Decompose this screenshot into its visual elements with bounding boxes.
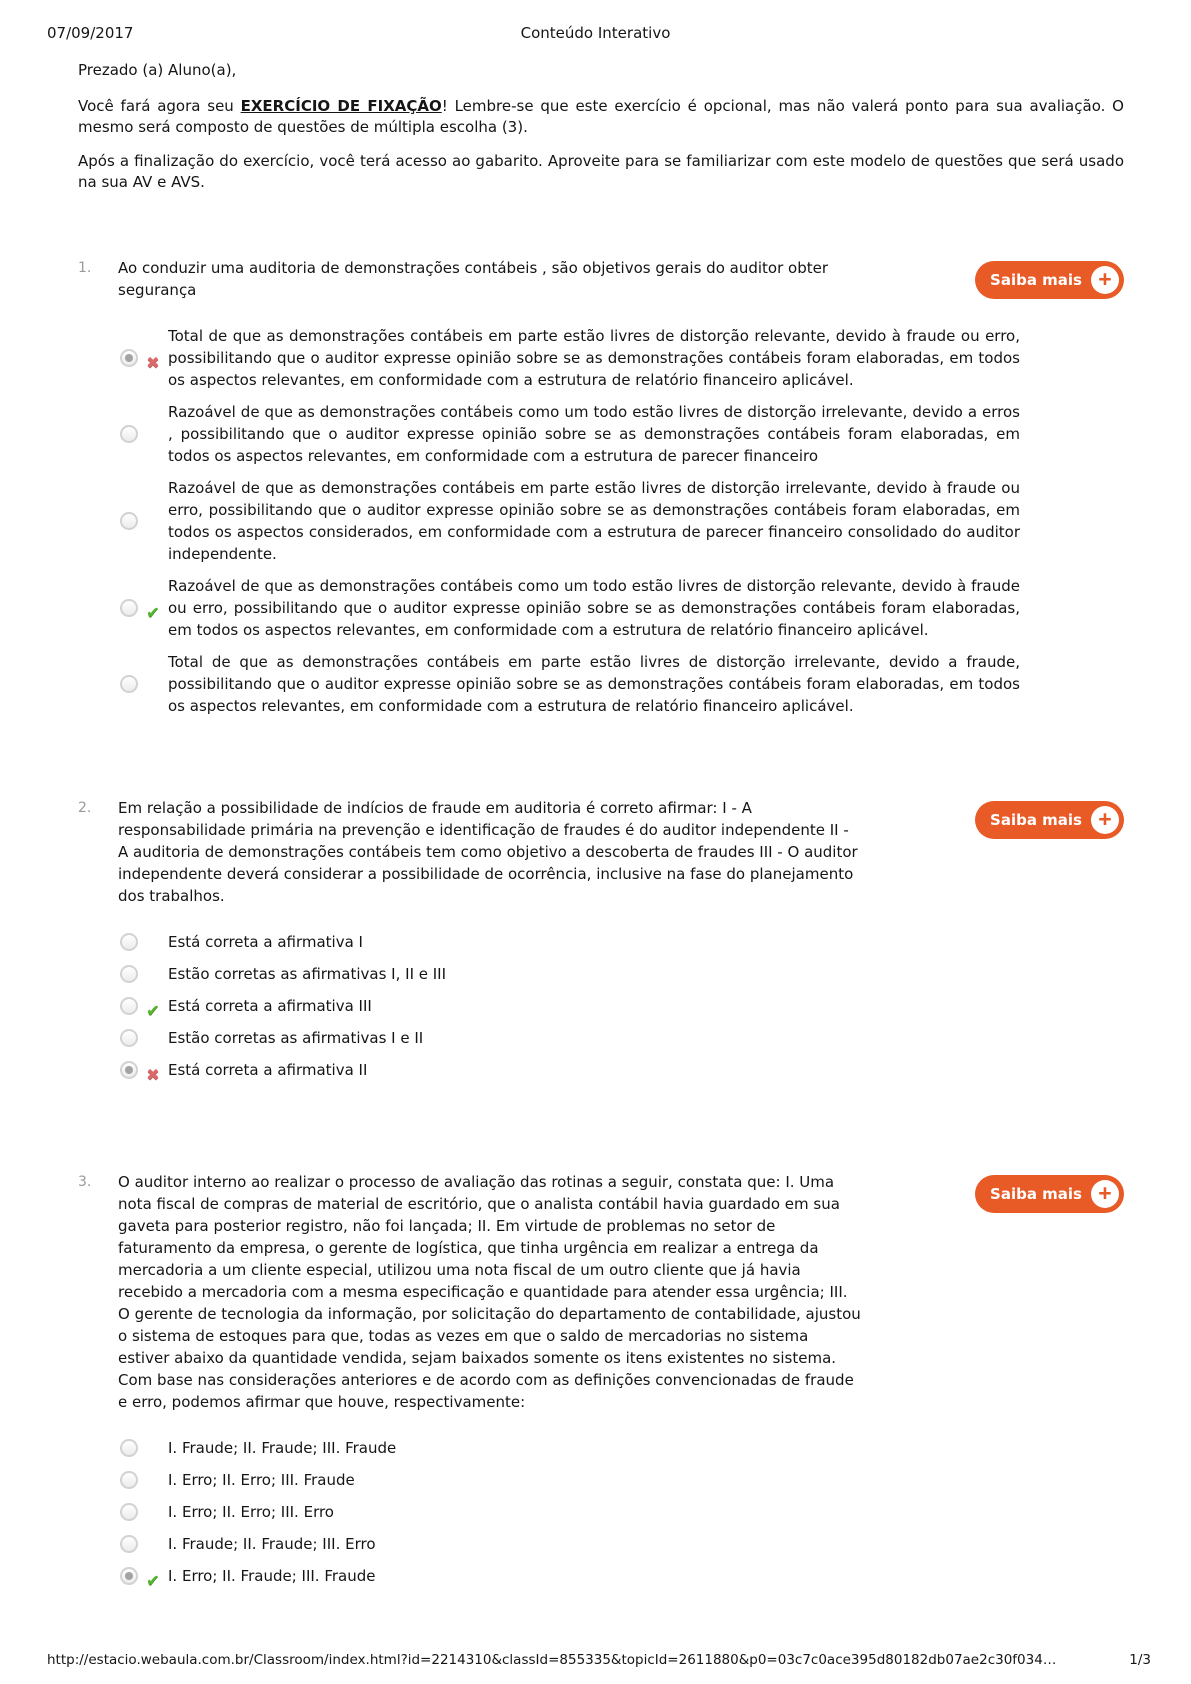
option-label: I. Erro; II. Erro; III. Erro [168, 1503, 334, 1521]
question-number: 2. [78, 800, 92, 816]
print-date: 07/09/2017 [47, 24, 134, 42]
option-label: Razoável de que as demonstrações contábeis em parte estão livres de distorção irrelevante, devido à fraude ou erro, possibilitando que o auditor expresse opinião sobre se as demonstrações contábeis foram elaboradas, em todos os aspectos considerados, em conformidade com a estrutura de parecer financeiro consolidado do auditor independente. [168, 479, 1020, 563]
intro-section [78, 60, 1124, 193]
radio-button[interactable] [120, 425, 138, 443]
option-label: Está correta a afirmativa II [168, 1061, 368, 1079]
radio-button[interactable] [120, 1567, 138, 1585]
saiba-mais-button[interactable] [975, 801, 1124, 839]
option-label: Estão corretas as afirmativas I, II e III [168, 965, 447, 983]
radio-button[interactable] [120, 1061, 138, 1079]
correct-marker-icon: ✔ [146, 603, 160, 622]
option-label: Está correta a afirmativa III [168, 997, 372, 1015]
saiba-mais-label: Saiba mais [990, 1185, 1082, 1203]
greeting-text: Prezado (a) Aluno(a), [78, 61, 237, 79]
answer-option [78, 477, 1124, 565]
radio-button[interactable] [120, 675, 138, 693]
option-label: Total de que as demonstrações contábeis em parte estão livres de distorção irrelevante, devido a fraude, possibilitando que o auditor expresse opinião sobre se as demonstrações contábeis foram elaboradas, em todos os aspectos relevantes, em conformidade com a estrutura de relatório financeiro aplicável. [168, 653, 1020, 715]
question-text: Ao conduzir uma auditoria de demonstrações contábeis , são objetivos gerais do auditor obter segurança [118, 259, 829, 299]
plus-icon: + [1091, 806, 1119, 834]
footer-url: http://estacio.webaula.com.br/Classroom/index.html?id=2214310&classId=855335&topicId=2611880&p0=03c7c0ace395d80182db07ae2c30f034… [47, 1652, 1057, 1668]
question-text: Em relação a possibilidade de indícios de fraude em auditoria é correto afirmar: I - A responsabilidade primária na prevenção e identificação de fraudes é do auditor independente II - A auditoria de demonstrações contábeis tem como objetivo a descoberta de fraudes III - O auditor independente deverá considerar a possibilidade de ocorrência, inclusive na fase do planejamento dos trabalhos. [118, 799, 858, 905]
answer-option [78, 401, 1124, 467]
answer-option [78, 995, 1124, 1020]
answer-option [78, 963, 1124, 985]
answer-option [78, 575, 1124, 641]
answer-options [78, 325, 1124, 717]
radio-button[interactable] [120, 965, 138, 983]
exercise-title-emphasis: EXERCÍCIO DE FIXAÇÃO [240, 97, 442, 115]
intro-paragraph-1 [78, 96, 1124, 138]
question-number: 1. [78, 260, 92, 276]
question-1 [78, 257, 1124, 717]
question-3 [78, 1171, 1124, 1590]
answer-option [78, 1469, 1124, 1491]
intro-paragraph-2: Após a finalização do exercício, você terá acesso ao gabarito. Aproveite para se familiarizar com este modelo de questões que será usado na sua AV e AVS. [78, 152, 1124, 191]
intro-p1-after: ! Lembre-se que este exercício é opcional, mas não valerá ponto para sua avaliação. O mesmo será composto de questões de múltipla escolha (3). [78, 97, 1124, 136]
option-label: Está correta a afirmativa I [168, 933, 363, 951]
saiba-mais-label: Saiba mais [990, 811, 1082, 829]
option-label: Total de que as demonstrações contábeis em parte estão livres de distorção relevante, devido à fraude ou erro, possibilitando que o auditor expresse opinião sobre se as demonstrações contábeis foram elaboradas, em todos os aspectos relevantes, em conformidade com a estrutura de relatório financeiro aplicável. [168, 327, 1020, 389]
option-label: I. Erro; II. Erro; III. Fraude [168, 1471, 355, 1489]
saiba-mais-button[interactable] [975, 1175, 1124, 1213]
radio-button[interactable] [120, 1471, 138, 1489]
page-title: Conteúdo Interativo [520, 24, 671, 42]
option-label: I. Fraude; II. Fraude; III. Fraude [168, 1439, 397, 1457]
saiba-mais-label: Saiba mais [990, 271, 1082, 289]
answer-options [78, 1437, 1124, 1590]
question-2 [78, 797, 1124, 1084]
question-number: 3. [78, 1174, 92, 1190]
incorrect-marker-icon: ✖ [146, 1065, 160, 1084]
radio-button[interactable] [120, 349, 138, 367]
footer-page-number: 1/3 [1129, 1652, 1151, 1668]
answer-option [78, 325, 1124, 391]
radio-button[interactable] [120, 1503, 138, 1521]
radio-button[interactable] [120, 1439, 138, 1457]
option-label: I. Fraude; II. Fraude; III. Erro [168, 1535, 376, 1553]
correct-marker-icon: ✔ [146, 1571, 160, 1590]
answer-option [78, 1565, 1124, 1590]
saiba-mais-button[interactable] [975, 261, 1124, 299]
plus-icon: + [1091, 1180, 1119, 1208]
question-text: O auditor interno ao realizar o processo de avaliação das rotinas a seguir, constata que: I. Uma nota fiscal de compras de material de escritório, que o analista contábil havia guardado em sua gaveta para posterior registro, não foi lançada; II. Em virtude de problemas no setor de faturamento da empresa, o gerente de logística, que tinha urgência em realizar a entrega da mercadoria a um cliente especial, utilizou uma nota fiscal de um outro cliente que já havia recebido a mercadoria com a mesma especificação e quantidade para atender essa urgência; III. O gerente de tecnologia da informação, por solicitação do departamento de contabilidade, ajustou o sistema de estoques para que, todas as vezes em que o saldo de mercadorias no sistema estiver abaixo da quantidade vendida, sejam baixados somente os itens existentes no sistema. Com base nas considerações anteriores e de acordo com as definições convencionadas de fraude e erro, podemos afirmar que houve, respectivamente: [118, 1173, 861, 1411]
radio-button[interactable] [120, 599, 138, 617]
option-label: Razoável de que as demonstrações contábeis como um todo estão livres de distorção relevante, devido à fraude ou erro, possibilitando que o auditor expresse opinião sobre se as demonstrações contábeis foram elaboradas, em todos os aspectos relevantes, em conformidade com a estrutura de relatório financeiro aplicável. [168, 577, 1020, 639]
radio-button[interactable] [120, 1029, 138, 1047]
answer-option [78, 1437, 1124, 1459]
plus-icon: + [1091, 266, 1119, 294]
answer-options [78, 931, 1124, 1084]
correct-marker-icon: ✔ [146, 1001, 160, 1020]
option-label: Razoável de que as demonstrações contábeis como um todo estão livres de distorção irrelevante, devido a erros , possibilitando que o auditor expresse opinião sobre se as demonstrações contábeis foram elaboradas, em todos os aspectos relevantes, em conformidade com a estrutura de parecer financeiro [168, 403, 1020, 465]
answer-option [78, 1059, 1124, 1084]
radio-button[interactable] [120, 933, 138, 951]
radio-button[interactable] [120, 997, 138, 1015]
answer-option [78, 1027, 1124, 1049]
option-label: I. Erro; II. Fraude; III. Fraude [168, 1567, 376, 1585]
intro-p1-before: Você fará agora seu [78, 97, 241, 115]
answer-option [78, 931, 1124, 953]
radio-button[interactable] [120, 1535, 138, 1553]
answer-option [78, 1501, 1124, 1523]
radio-button[interactable] [120, 512, 138, 530]
option-label: Estão corretas as afirmativas I e II [168, 1029, 424, 1047]
answer-option [78, 651, 1124, 717]
incorrect-marker-icon: ✖ [146, 353, 160, 372]
answer-option [78, 1533, 1124, 1555]
main-content [78, 60, 1124, 1597]
